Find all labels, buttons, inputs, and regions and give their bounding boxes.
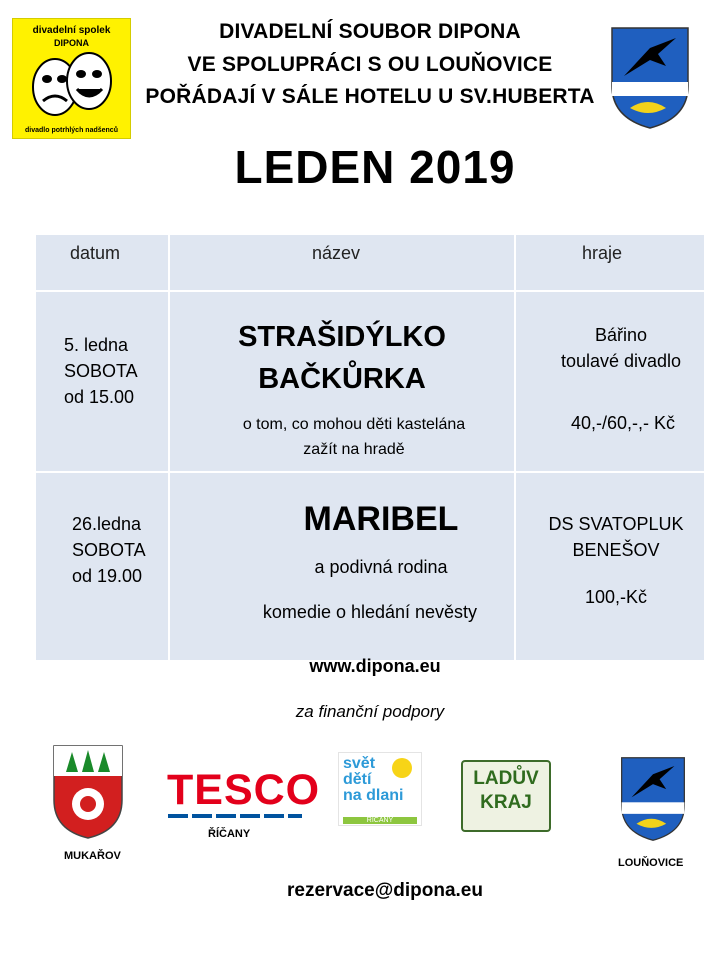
table-divider — [36, 290, 704, 292]
logo-line3: divadlo potrhlých nadšenců — [25, 127, 118, 134]
logo-line1: divadelní spolek — [32, 25, 111, 36]
reservation-email[interactable]: rezervace@dipona.eu — [287, 880, 483, 901]
support-text: za finanční podpory — [295, 702, 445, 721]
row1-price: 40,-/60,-,- Kč — [570, 413, 676, 433]
header-date: datum — [70, 243, 121, 263]
row2-title: MARIBEL — [303, 500, 459, 538]
mukarov-crest-icon — [52, 744, 124, 840]
row2-description: komedie o hledání nevěsty — [262, 602, 478, 622]
row2-price: 100,-Kč — [584, 587, 648, 607]
tesco-stripes-icon — [168, 812, 302, 824]
row2-performer: DS SVATOPLUK BENEŠOV — [548, 514, 684, 560]
table-divider — [36, 471, 704, 473]
laduv-kraj-logo: LADŮV KRAJ — [461, 760, 551, 832]
logo-line2: DIPONA — [53, 38, 89, 48]
row2-date: 26.ledna SOBOTA od 19.00 — [72, 514, 146, 586]
sponsor-lounovice-label: LOUŇOVICE — [618, 857, 684, 869]
row1-date: 5. ledna SOBOTA od 15.00 — [64, 335, 138, 407]
header-line-1: DIVADELNÍ SOUBOR DIPONA — [219, 20, 521, 43]
theatre-masks-icon — [25, 49, 119, 119]
dipona-logo — [12, 18, 131, 139]
sun-icon — [391, 757, 413, 779]
header-line-2: VE SPOLUPRÁCI S OU LOUŇOVICE — [187, 53, 553, 76]
page-title: LEDEN 2019 — [234, 141, 516, 193]
header-name: název — [312, 243, 361, 263]
row1-title: STRAŠIDÝLKO BAČKŮRKA — [238, 321, 446, 395]
lounovice-crest-small-icon — [620, 756, 686, 842]
header-performer: hraje — [582, 243, 623, 263]
website-link[interactable]: www.dipona.eu — [309, 656, 441, 676]
row1-description: o tom, co mohou děti kastelána zažít na hradě — [242, 416, 466, 458]
row2-subtitle: a podivná rodina — [314, 557, 448, 577]
row1-performer: Bářino toulavé divadlo — [560, 325, 682, 371]
header-line-3: POŘÁDAJÍ V SÁLE HOTELU U SV.HUBERTA — [145, 85, 595, 108]
tesco-logo: TESCO — [167, 766, 321, 814]
sponsor-mukarov-label: MUKAŘOV — [64, 850, 121, 862]
sponsor-ricany-label: ŘÍČANY — [208, 828, 251, 840]
lounovice-crest-icon — [610, 26, 690, 130]
svet-deti-logo: svět dětí na dlani ŘÍČANY — [338, 752, 422, 826]
